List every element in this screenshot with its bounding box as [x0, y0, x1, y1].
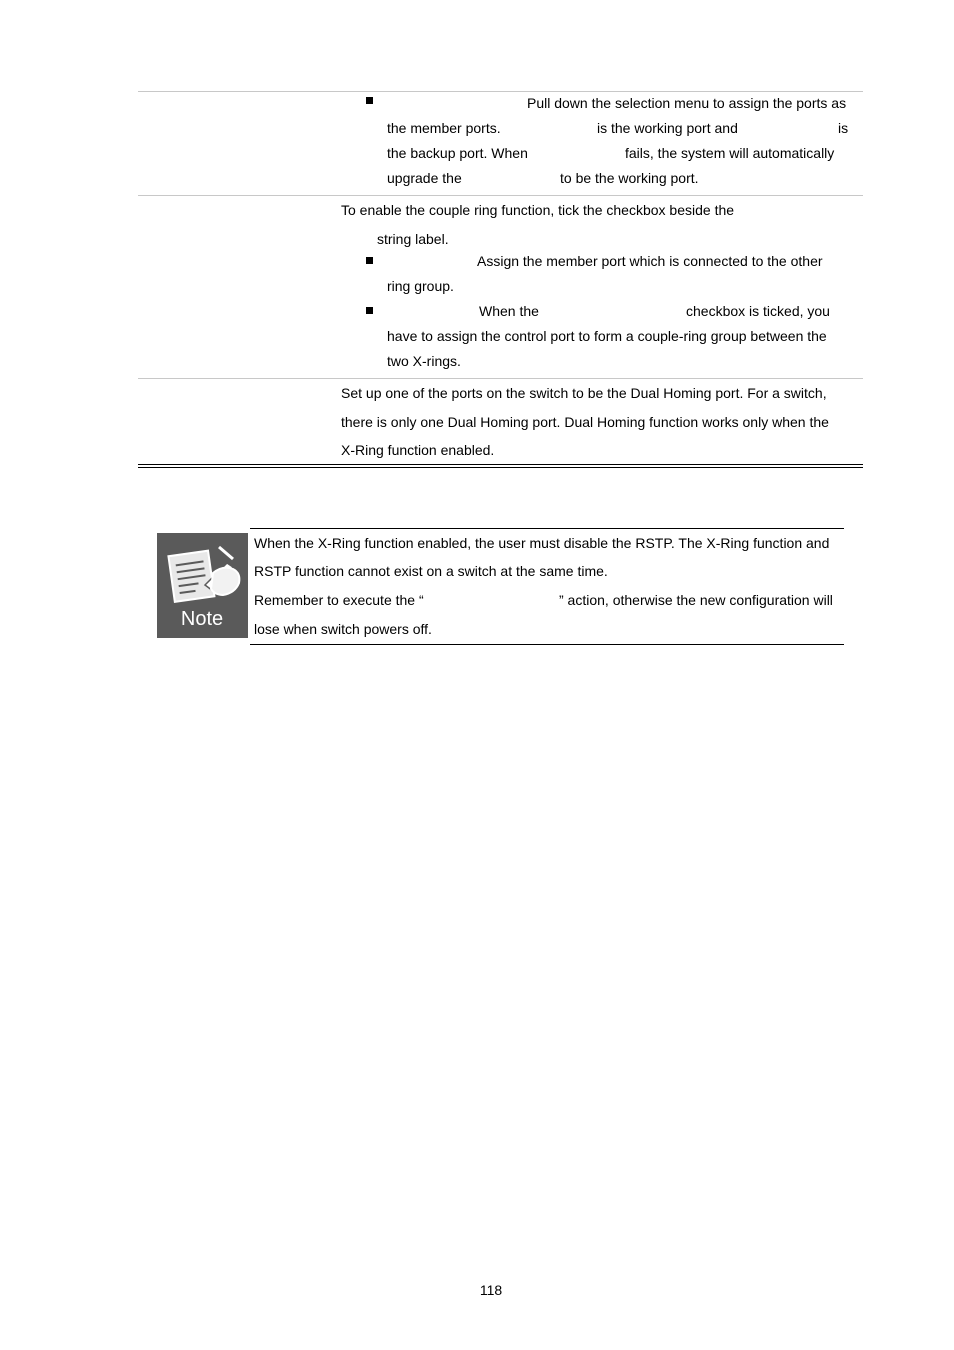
row1-text: fails, the system will automatically [625, 145, 835, 161]
note-text: When the X-Ring function enabled, the user must disable the RSTP. The X-Ring function and [254, 535, 830, 551]
row2-bullet1-text: Assign the member port which is connected to the other [477, 253, 823, 269]
table-top-rule [138, 91, 863, 92]
row2-bullet2-text: have to assign the control port to form a couple-ring group between the [387, 328, 827, 344]
row1-text: to be the working port. [560, 170, 699, 186]
table-row-divider [138, 378, 863, 379]
note-text: ” action, otherwise the new configuration will [559, 592, 833, 608]
row2-intro: string label. [377, 231, 449, 247]
row3-text: there is only one Dual Homing port. Dual Homing function works only when the [341, 414, 829, 430]
bullet-square-icon [366, 307, 373, 314]
note-icon [157, 533, 248, 638]
bullet-square-icon [366, 97, 373, 104]
row2-bullet2-text: When the [479, 303, 539, 319]
note-bottom-rule [250, 644, 844, 645]
row1-text: upgrade the [387, 170, 462, 186]
row1-text: the backup port. When [387, 145, 528, 161]
row2-bullet2-text: checkbox is ticked, you [686, 303, 830, 319]
row1-bullet-text: Pull down the selection menu to assign the ports as [527, 95, 847, 111]
row2-bullet2-text: two X-rings. [387, 353, 461, 369]
row3-text: X-Ring function enabled. [341, 442, 495, 458]
note-text: lose when switch powers off. [254, 621, 432, 637]
note-icon-label: Note [180, 608, 224, 630]
note-top-rule [250, 528, 844, 529]
row1-text: the member ports. [387, 120, 501, 136]
note-text: RSTP function cannot exist on a switch at the same time. [254, 563, 608, 579]
table-bottom-rule [138, 464, 863, 465]
row1-text: is [838, 120, 849, 136]
table-row-divider [138, 195, 863, 196]
row2-bullet1-text: ring group. [387, 278, 454, 294]
page-number: 118 [479, 1282, 503, 1298]
bullet-square-icon [366, 257, 373, 264]
note-text: Remember to execute the “ [254, 592, 424, 608]
row3-text: Set up one of the ports on the switch to be the Dual Homing port. For a switch, [341, 385, 827, 401]
row1-text: is the working port and [597, 120, 738, 136]
table-bottom-rule [138, 467, 863, 468]
row2-intro: To enable the couple ring function, tick the checkbox beside the [341, 202, 735, 218]
